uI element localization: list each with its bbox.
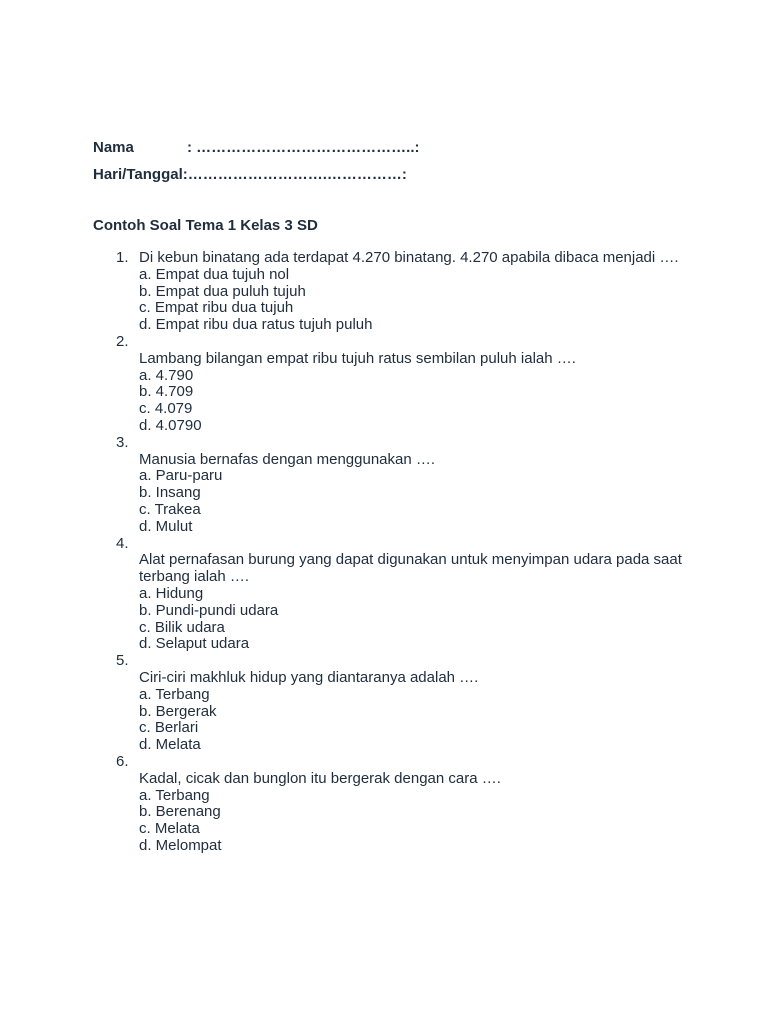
answer-option: b. Insang <box>139 484 201 502</box>
page-title: Contoh Soal Tema 1 Kelas 3 SD <box>93 217 318 234</box>
question-text: Alat pernafasan burung yang dapat digunakan untuk menyimpan udara pada saat terbang ialah …. <box>139 551 682 586</box>
question-number: 5. <box>116 652 129 670</box>
answer-option: a. Hidung <box>139 584 204 602</box>
answer-option: b. Pundi-pundi udara <box>139 601 279 619</box>
answer-option: b. Bergerak <box>139 702 217 720</box>
question-item <box>116 334 686 435</box>
question-number: 3. <box>116 433 129 451</box>
answer-option: b. 4.709 <box>139 383 194 401</box>
question-number: 4. <box>116 534 129 552</box>
answer-option: b. Berenang <box>139 803 221 821</box>
tanggal-field <box>93 166 407 183</box>
nama-field <box>93 139 420 156</box>
question-number: 6. <box>116 752 129 770</box>
question-text: Ciri-ciri makhluk hidup yang diantaranya adalah …. <box>139 668 479 686</box>
nama-label: Nama <box>93 139 134 156</box>
answer-option: d. Empat ribu dua ratus tujuh puluh <box>139 316 373 334</box>
answer-option: c. Trakea <box>139 500 201 518</box>
question-text: Manusia bernafas dengan menggunakan …. <box>139 450 436 468</box>
question-text: Kadal, cicak dan bunglon itu bergerak dengan cara …. <box>139 769 501 787</box>
answer-option: d. Melompat <box>139 836 222 854</box>
question-list <box>116 250 686 855</box>
answer-option: d. Mulut <box>139 517 193 535</box>
question-number: 2. <box>116 332 129 350</box>
answer-option: a. 4.790 <box>139 366 194 384</box>
question-item <box>116 653 686 754</box>
answer-option: a. Empat dua tujuh nol <box>139 265 290 283</box>
question-number: 1. <box>116 249 129 266</box>
tanggal-label: Hari/Tanggal <box>93 166 183 183</box>
question-item <box>116 754 686 855</box>
answer-option: d. Selaput udara <box>139 635 250 653</box>
nama-blank: : ……………………………………..: <box>187 139 420 156</box>
answer-option: a. Paru-paru <box>139 467 223 485</box>
answer-option: d. Melata <box>139 736 201 754</box>
question-item <box>116 435 686 536</box>
tanggal-blank: :……………………….……………: <box>182 166 407 183</box>
answer-option: a. Terbang <box>139 685 210 703</box>
answer-option: c. Bilik udara <box>139 618 225 636</box>
answer-option: c. Melata <box>139 820 200 838</box>
answer-option: c. 4.079 <box>139 400 193 418</box>
question-text: Di kebun binatang ada terdapat 4.270 binatang. 4.270 apabila dibaca menjadi …. <box>139 249 679 266</box>
answer-option: b. Empat dua puluh tujuh <box>139 282 306 300</box>
question-text: Lambang bilangan empat ribu tujuh ratus sembilan puluh ialah …. <box>139 349 576 367</box>
answer-option: c. Berlari <box>139 719 199 737</box>
question-item <box>116 250 686 334</box>
answer-option: a. Terbang <box>139 786 210 804</box>
answer-option: c. Empat ribu dua tujuh <box>139 299 294 317</box>
answer-option: d. 4.0790 <box>139 416 202 434</box>
question-item <box>116 536 686 654</box>
